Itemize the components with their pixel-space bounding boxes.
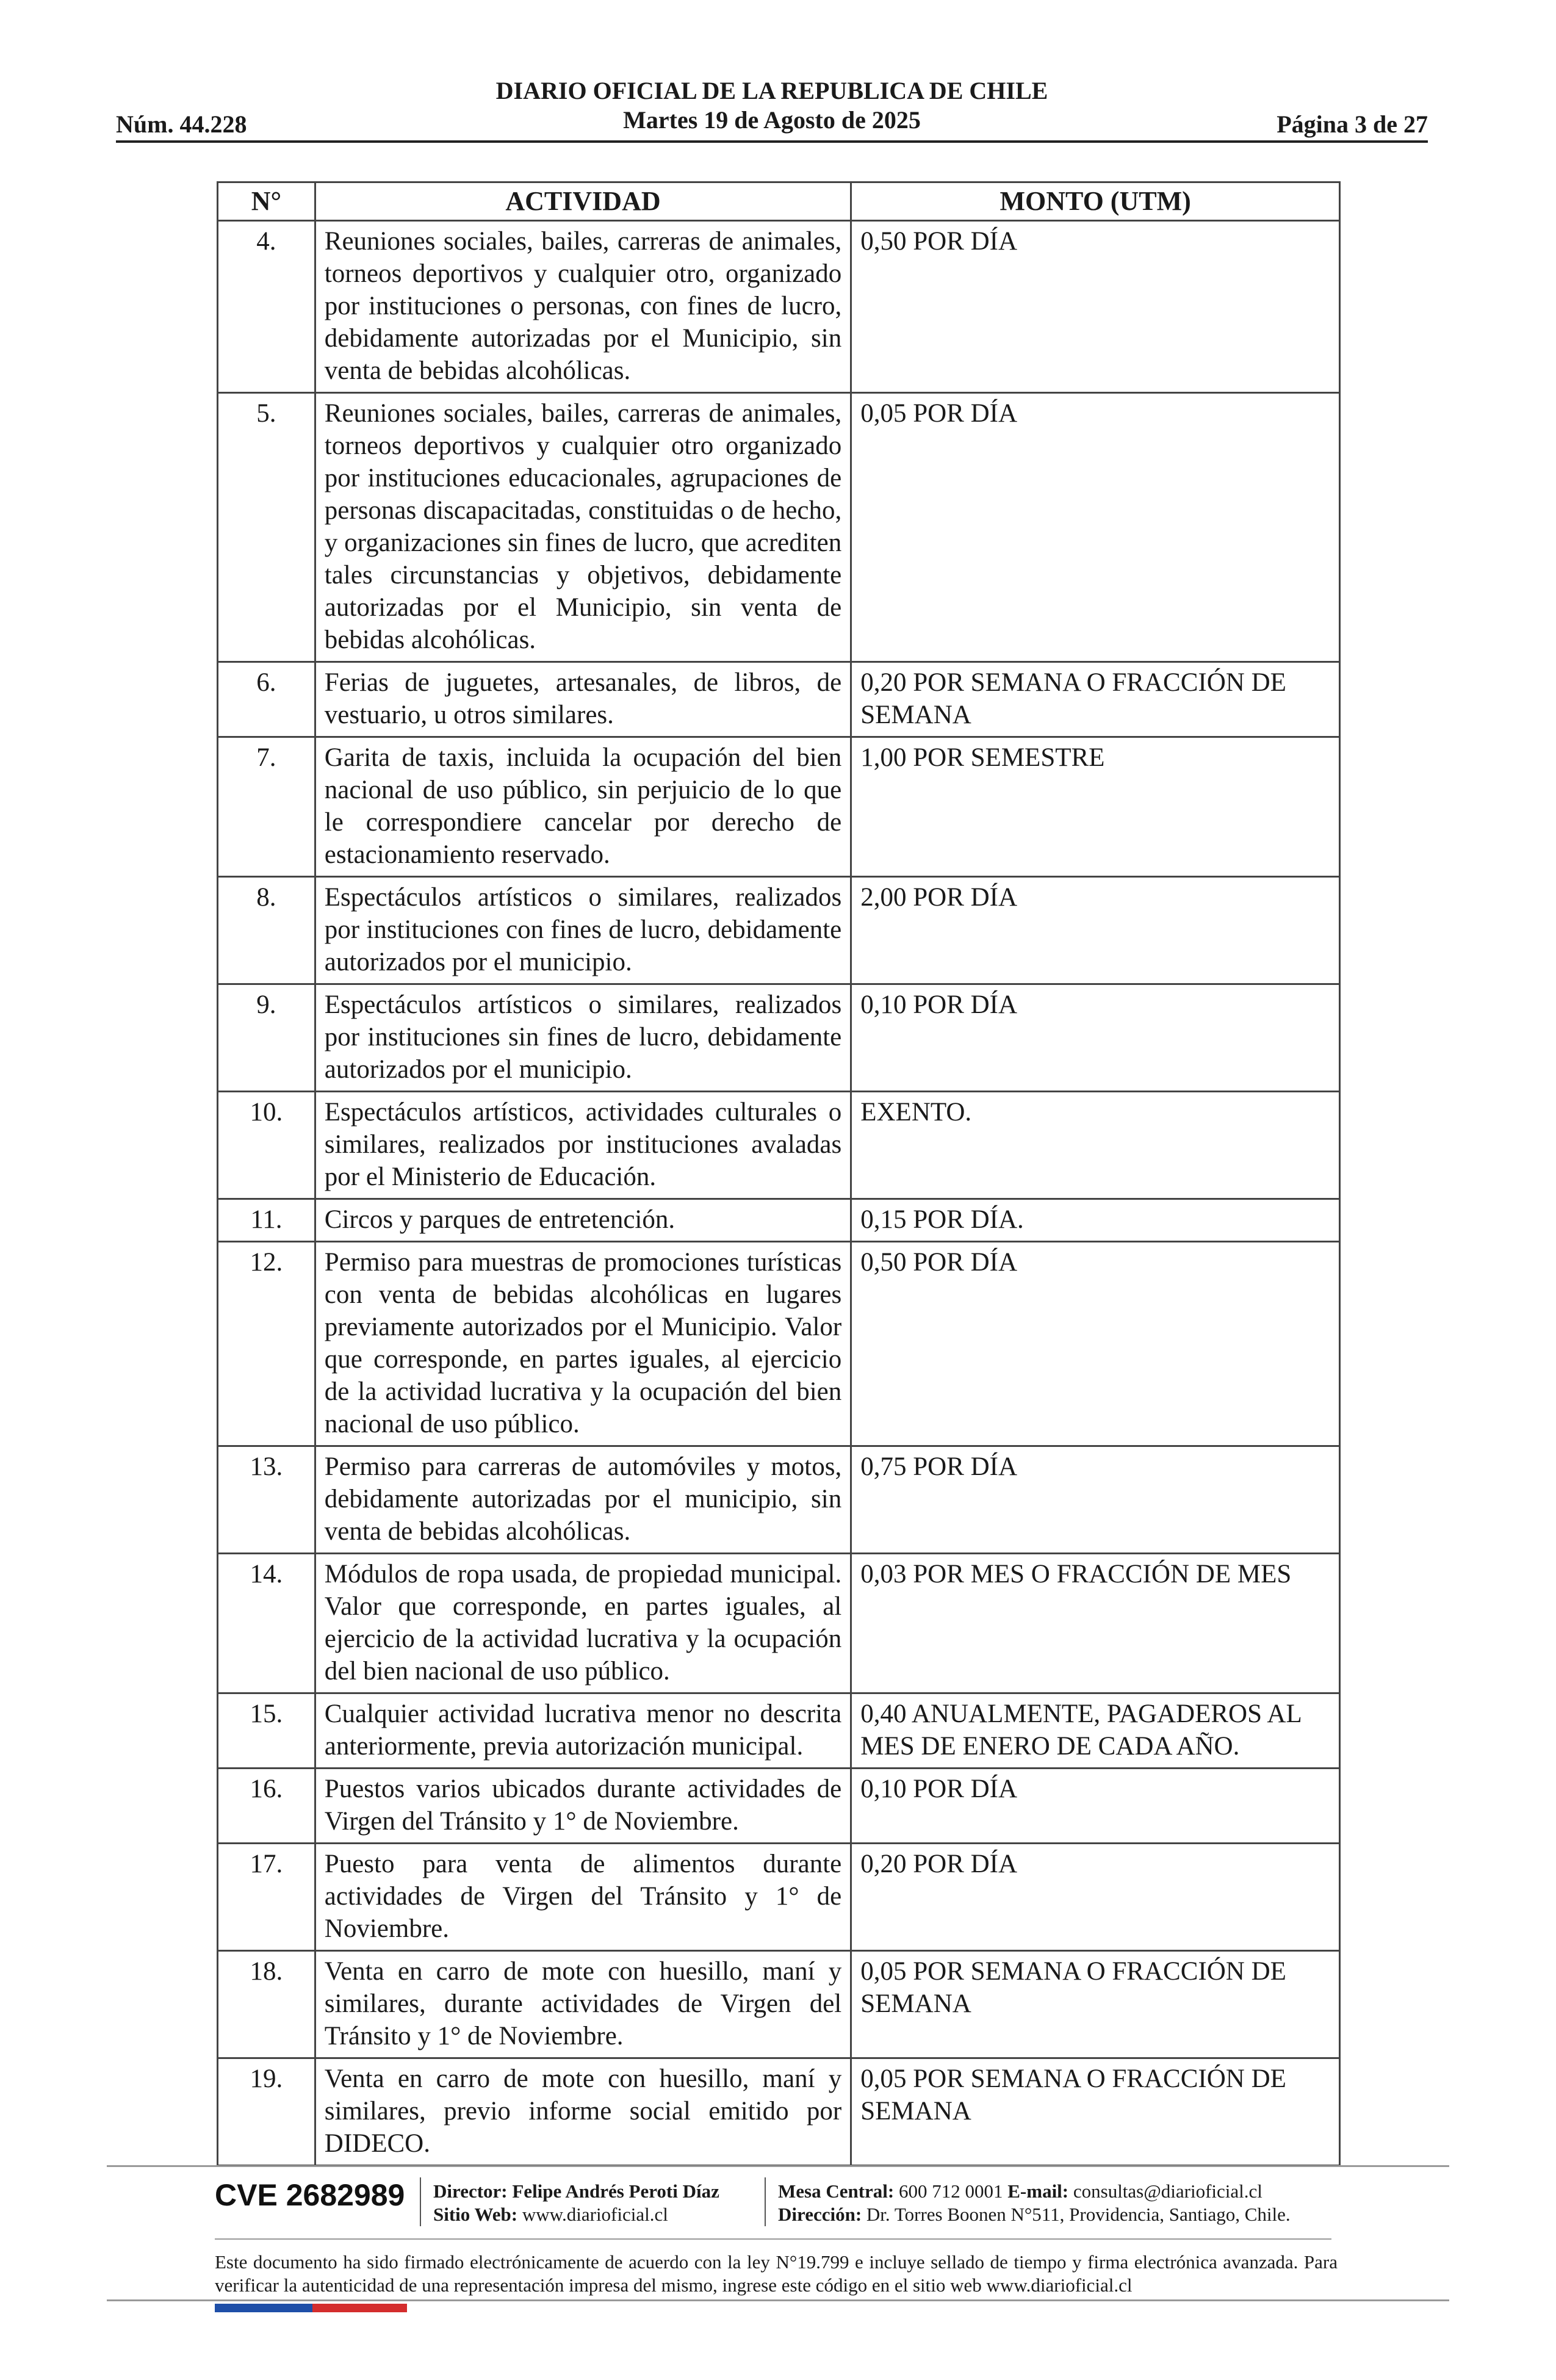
amount-cell: 0,05 POR SEMANA O FRACCIÓN DE SEMANA — [851, 1951, 1340, 2058]
table-row — [218, 393, 1340, 662]
row-number: 8. — [218, 877, 315, 984]
activity-cell: Venta en carro de mote con huesillo, maní y similares, durante actividades de Virgen del Tránsito y 1° de Noviembre. — [315, 1951, 851, 2058]
column-header-number: N° — [218, 182, 315, 221]
table-row — [218, 1769, 1340, 1844]
page-number: Página 3 de 27 — [1277, 110, 1428, 138]
activity-cell: Módulos de ropa usada, de propiedad municipal. Valor que corresponde, en partes iguales, al ejercicio de la actividad lucrativa y la ocupación del bien nacional de uso público. — [315, 1554, 851, 1693]
amount-cell: 0,20 POR DÍA — [851, 1844, 1340, 1951]
row-number: 6. — [218, 662, 315, 737]
table-row — [218, 2058, 1340, 2166]
row-number: 13. — [218, 1446, 315, 1554]
activity-cell: Espectáculos artísticos, actividades culturales o similares, realizados por instituciones avaladas por el Ministerio de Educación. — [315, 1092, 851, 1199]
column-header-activity: ACTIVIDAD — [315, 182, 851, 221]
activity-cell: Espectáculos artísticos o similares, realizados por instituciones con fines de lucro, debidamente autorizados por el municipio. — [315, 877, 851, 984]
amount-cell: EXENTO. — [851, 1092, 1340, 1199]
amount-cell: 0,15 POR DÍA. — [851, 1199, 1340, 1242]
amount-cell: 0,50 POR DÍA — [851, 221, 1340, 393]
director-name: Felipe Andrés Peroti Díaz — [512, 2180, 719, 2202]
masthead — [116, 76, 1428, 135]
activity-cell: Venta en carro de mote con huesillo, maní y similares, previo informe social emitido por DIDECO. — [315, 2058, 851, 2166]
flag-stripe-red — [312, 2304, 407, 2312]
cve-code: CVE 2682989 — [215, 2178, 405, 2212]
footer-separator — [765, 2177, 766, 2226]
table-row — [218, 984, 1340, 1092]
activity-cell: Espectáculos artísticos o similares, realizados por instituciones sin fines de lucro, debidamente autorizados por el municipio. — [315, 984, 851, 1092]
table-row — [218, 1446, 1340, 1554]
activity-cell: Permiso para muestras de promociones turísticas con venta de bebidas alcohólicas en lugares previamente autorizados por el Municipio. Valor que corresponde, en partes iguales, al ejercicio de la actividad lucrativa y la ocupación del bien nacional de uso público. — [315, 1242, 851, 1446]
row-number: 16. — [218, 1769, 315, 1844]
table-row — [218, 1242, 1340, 1446]
activity-cell: Puesto para venta de alimentos durante actividades de Virgen del Tránsito y 1° de Noviembre. — [315, 1844, 851, 1951]
footer-director-block — [433, 2180, 719, 2226]
row-number: 12. — [218, 1242, 315, 1446]
amount-cell: 0,50 POR DÍA — [851, 1242, 1340, 1446]
email-link[interactable]: consultas@diarioficial.cl — [1073, 2180, 1262, 2202]
table-header-row — [218, 182, 1340, 221]
activity-cell: Ferias de juguetes, artesanales, de libros, de vestuario, u otros similares. — [315, 662, 851, 737]
row-number: 19. — [218, 2058, 315, 2166]
publication-title: DIARIO OFICIAL DE LA REPUBLICA DE CHILE — [495, 77, 1048, 104]
amount-cell: 0,10 POR DÍA — [851, 1769, 1340, 1844]
activity-cell: Reuniones sociales, bailes, carreras de animales, torneos deportivos y cualquier otro organizado por instituciones educacionales, agrupaciones de personas discapacitadas, constituidas o de hecho, y organizaciones sin fines de lucro, que acrediten tales circunstancias y objetivos, debidamente autorizadas por el Municipio, sin venta de bebidas alcohólicas. — [315, 393, 851, 662]
activity-cell: Permiso para carreras de automóviles y motos, debidamente autorizadas por el municipio, sin venta de bebidas alcohólicas. — [315, 1446, 851, 1554]
table-row — [218, 662, 1340, 737]
footer-separator — [420, 2177, 421, 2226]
column-header-amount: MONTO (UTM) — [851, 182, 1340, 221]
table-row — [218, 1844, 1340, 1951]
table-row — [218, 221, 1340, 393]
activity-cell: Reuniones sociales, bailes, carreras de animales, torneos deportivos y cualquier otro, organizado por instituciones o personas, con fines de lucro, debidamente autorizadas por el Municipio, sin venta de bebidas alcohólicas. — [315, 221, 851, 393]
activity-cell: Circos y parques de entretención. — [315, 1199, 851, 1242]
table-row — [218, 1951, 1340, 2058]
publication-date: Martes 19 de Agosto de 2025 — [623, 106, 921, 134]
row-number: 14. — [218, 1554, 315, 1693]
row-number: 5. — [218, 393, 315, 662]
amount-cell: 0,40 ANUALMENTE, PAGADEROS AL MES DE ENERO DE CADA AÑO. — [851, 1693, 1340, 1769]
table-body — [218, 221, 1340, 2166]
issue-number: Núm. 44.228 — [116, 110, 247, 138]
amount-cell: 0,75 POR DÍA — [851, 1446, 1340, 1554]
row-number: 9. — [218, 984, 315, 1092]
footer-divider-middle — [215, 2238, 1331, 2240]
activity-cell: Puestos varios ubicados durante actividades de Virgen del Tránsito y 1° de Noviembre. — [315, 1769, 851, 1844]
table-row — [218, 1693, 1340, 1769]
fees-table — [217, 181, 1341, 2166]
row-number: 4. — [218, 221, 315, 393]
row-number: 11. — [218, 1199, 315, 1242]
address-label: Dirección: — [778, 2204, 862, 2225]
legal-notice: Este documento ha sido firmado electrónicamente de acuerdo con la ley N°19.799 e incluye sellado de tiempo y firma electrónica avanzada. Para verificar la autenticidad de una representación impresa del mismo, ingrese este código en el sitio web www.diarioficial.cl — [215, 2251, 1338, 2296]
phone-value: 600 712 0001 — [899, 2180, 1003, 2202]
director-label: Director: — [433, 2180, 508, 2202]
amount-cell: 1,00 POR SEMESTRE — [851, 737, 1340, 877]
page-header — [116, 76, 1428, 143]
website-label: Sitio Web: — [433, 2204, 518, 2225]
activity-cell: Garita de taxis, incluida la ocupación del bien nacional de uso público, sin perjuicio de lo que le correspondiere cancelar por derecho de estacionamiento reservado. — [315, 737, 851, 877]
footer-divider-top — [107, 2165, 1449, 2167]
table-row — [218, 1199, 1340, 1242]
website-link[interactable]: www.diarioficial.cl — [522, 2204, 668, 2225]
amount-cell: 0,05 POR SEMANA O FRACCIÓN DE SEMANA — [851, 2058, 1340, 2166]
row-number: 17. — [218, 1844, 315, 1951]
amount-cell: 0,10 POR DÍA — [851, 984, 1340, 1092]
flag-stripe-blue — [215, 2304, 312, 2312]
header-divider — [116, 140, 1428, 143]
table-row — [218, 877, 1340, 984]
row-number: 10. — [218, 1092, 315, 1199]
table-row — [218, 737, 1340, 877]
amount-cell: 0,05 POR DÍA — [851, 393, 1340, 662]
activity-cell: Cualquier actividad lucrativa menor no descrita anteriormente, previa autorización municipal. — [315, 1693, 851, 1769]
phone-label: Mesa Central: — [778, 2180, 895, 2202]
row-number: 15. — [218, 1693, 315, 1769]
address-value: Dr. Torres Boonen N°511, Providencia, Santiago, Chile. — [866, 2204, 1291, 2225]
footer-contact-block — [778, 2180, 1291, 2226]
row-number: 7. — [218, 737, 315, 877]
table-row — [218, 1092, 1340, 1199]
footer-divider-bottom — [107, 2299, 1449, 2301]
amount-cell: 0,20 POR SEMANA O FRACCIÓN DE SEMANA — [851, 662, 1340, 737]
row-number: 18. — [218, 1951, 315, 2058]
amount-cell: 0,03 POR MES O FRACCIÓN DE MES — [851, 1554, 1340, 1693]
email-label: E-mail: — [1007, 2180, 1069, 2202]
amount-cell: 2,00 POR DÍA — [851, 877, 1340, 984]
table-row — [218, 1554, 1340, 1693]
